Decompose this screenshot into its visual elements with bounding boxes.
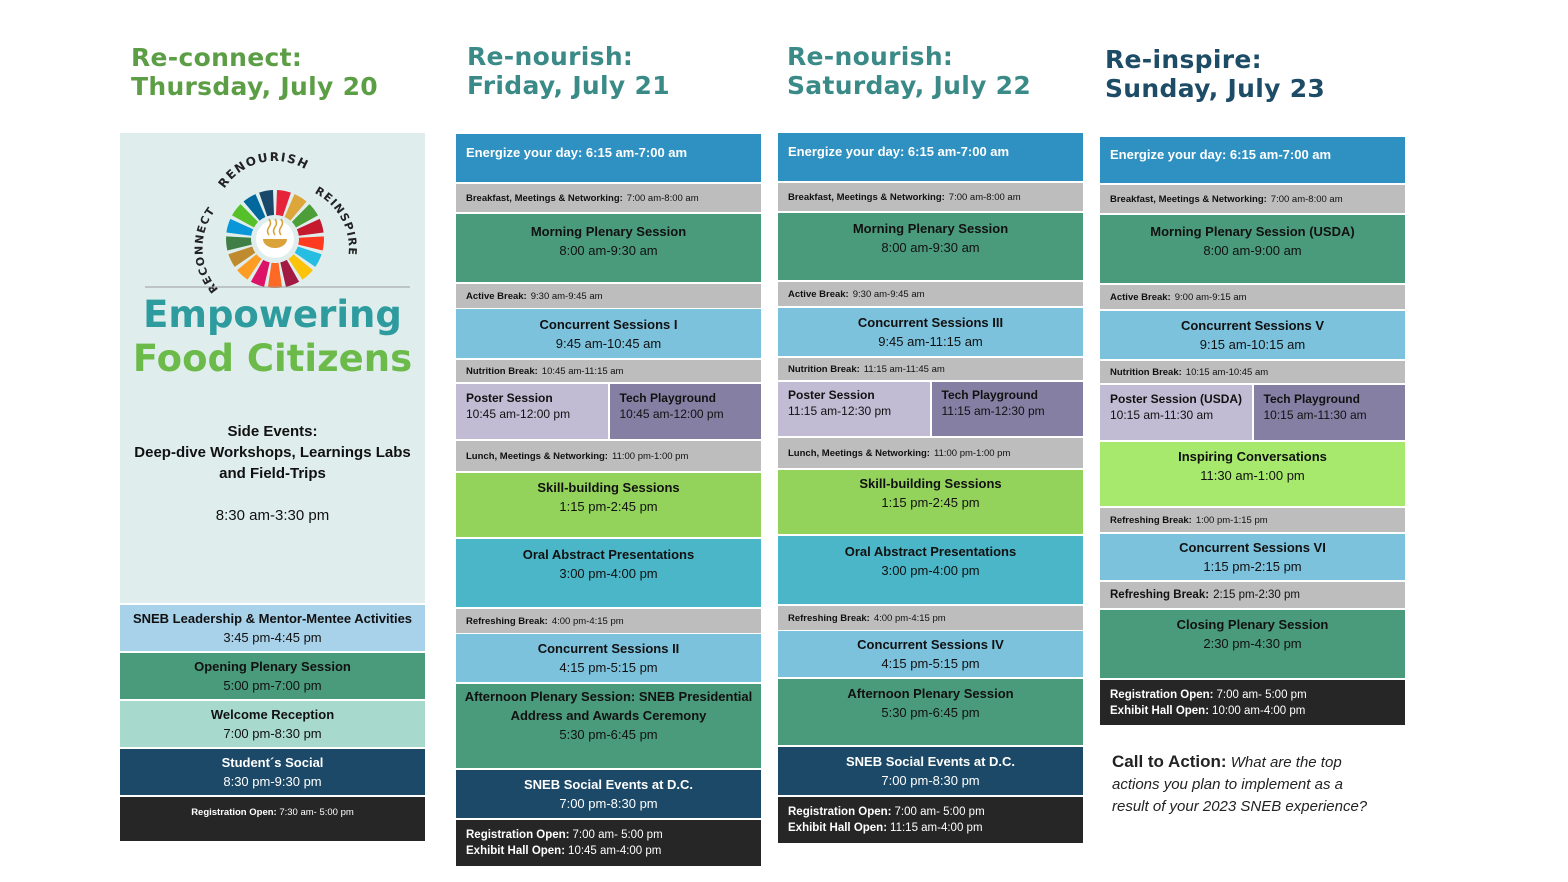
- opening-plenary-block: [120, 653, 425, 699]
- active-break-block: [1100, 285, 1405, 309]
- exhibit-label: Exhibit Hall Open:: [1110, 704, 1210, 717]
- block-title: Closing Plenary Session: [1176, 617, 1329, 632]
- day-header-sunday: [1105, 45, 1325, 103]
- tech-playground-block: [1254, 385, 1406, 440]
- block-title: SNEB Social Events at D.C.: [845, 754, 1016, 769]
- poster-session-block: [456, 384, 608, 439]
- block-title-line2: Address and Awards Ceremony: [510, 708, 707, 723]
- skill-building-block: [778, 470, 1083, 534]
- poster-session-block: [1100, 385, 1252, 440]
- hours-footer: [778, 797, 1083, 843]
- cta-title: Call to Action:: [1112, 752, 1227, 771]
- break-label: Lunch, Meetings & Networking:: [788, 447, 930, 459]
- break-time: 7:00 am-8:00 am: [626, 192, 699, 204]
- day-header-friday: [467, 42, 670, 100]
- break-label: Refreshing Break:: [1110, 514, 1192, 526]
- exhibit-label: Exhibit Hall Open:: [788, 822, 888, 834]
- break-label: Refreshing Break:: [466, 615, 548, 627]
- registration-time: 7:00 am- 5:00 pm: [572, 829, 663, 841]
- break-label: Refreshing Break:: [788, 612, 870, 624]
- block-title: Skill-building Sessions: [537, 480, 680, 495]
- morning-plenary-block: [778, 213, 1083, 280]
- block-time: 10:15 am-11:30 am: [1263, 408, 1367, 422]
- energize-text: Energize your day: 6:15 am-7:00 am: [466, 144, 688, 160]
- side-events-line2: and Field-Trips: [219, 465, 326, 482]
- breakfast-block: [456, 184, 761, 212]
- registration-label: Registration Open:: [1110, 688, 1214, 701]
- afternoon-plenary-block: [778, 679, 1083, 745]
- logo-panel: [120, 133, 425, 603]
- day-theme: Re-nourish:: [787, 42, 954, 71]
- break-time: 10:45 am-11:15 am: [541, 365, 624, 377]
- block-time: 2:30 pm-4:30 pm: [1203, 636, 1302, 651]
- block-title: SNEB Social Events at D.C.: [523, 777, 694, 792]
- refreshing-break-block: [778, 606, 1083, 630]
- oral-abstract-block: [778, 536, 1083, 604]
- side-events-line1: Deep-dive Workshops, Learnings Labs: [134, 444, 411, 461]
- block-title: Oral Abstract Presentations: [522, 547, 695, 562]
- block-title: Concurrent Sessions VI: [1179, 540, 1326, 555]
- break-time: 1:00 pm-1:15 pm: [1195, 514, 1268, 526]
- block-time: 8:00 am-9:00 am: [1203, 243, 1302, 258]
- day-theme: Re-inspire:: [1105, 45, 1262, 74]
- block-title: Tech Playground: [1263, 392, 1360, 406]
- cta-line3: result of your 2023 SNEB experience?: [1112, 798, 1368, 815]
- day-date: Friday, July 21: [467, 71, 670, 100]
- break-time: 9:30 am-9:45 am: [852, 288, 925, 300]
- call-to-action: [1112, 751, 1412, 818]
- oral-abstract-block: [456, 539, 761, 607]
- nutrition-break-block: [778, 358, 1083, 380]
- tech-playground-block: [610, 384, 762, 439]
- block-title: Poster Session (USDA): [1110, 392, 1243, 406]
- block-time: 8:00 am-9:30 am: [559, 243, 658, 258]
- block-title: Skill-building Sessions: [859, 476, 1002, 491]
- day-header-thursday: [131, 43, 378, 101]
- break-time: 11:00 pm-1:00 pm: [933, 447, 1011, 459]
- cta-line1: What are the top: [1230, 754, 1342, 771]
- block-title: Student´s Social: [221, 755, 324, 770]
- block-time: 3:00 pm-4:00 pm: [881, 563, 980, 578]
- block-title: Morning Plenary Session: [852, 221, 1009, 236]
- logo-title-line1: Empowering: [143, 293, 402, 336]
- social-events-block: [456, 770, 761, 818]
- block-title: Oral Abstract Presentations: [844, 544, 1017, 559]
- block-title-line1: Afternoon Plenary Session: SNEB Presidential: [464, 689, 753, 704]
- break-time: 9:30 am-9:45 am: [530, 290, 603, 302]
- block-time: 7:00 pm-8:30 pm: [559, 796, 658, 811]
- block-time: 9:15 am-10:15 am: [1199, 337, 1306, 352]
- block-title: Morning Plenary Session: [530, 224, 687, 239]
- break-label: Refreshing Break:: [1110, 588, 1210, 601]
- day-theme: Re-nourish:: [467, 42, 634, 71]
- block-title: SNEB Leadership & Mentor-Mentee Activities: [132, 611, 413, 626]
- day-date: Saturday, July 22: [787, 71, 1032, 100]
- registration-time: 7:00 am- 5:00 pm: [894, 806, 985, 818]
- break-time: 7:00 am-8:00 am: [948, 191, 1021, 203]
- logo-title-line2: Food Citizens: [132, 337, 413, 380]
- breakfast-block: [778, 183, 1083, 211]
- refreshing-break-block: [1100, 508, 1405, 532]
- friday-column: [456, 134, 761, 866]
- break-time: 9:00 am-9:15 am: [1174, 291, 1247, 303]
- day-date: Thursday, July 20: [131, 72, 378, 101]
- block-title: Tech Playground: [941, 388, 1038, 402]
- nutrition-break-block: [1100, 361, 1405, 383]
- block-time: 10:45 am-12:00 pm: [619, 407, 724, 421]
- registration-label: Registration Open:: [191, 807, 277, 818]
- break-label: Active Break:: [1110, 291, 1171, 303]
- block-time: 7:00 pm-8:30 pm: [881, 773, 980, 788]
- morning-plenary-block: [456, 214, 761, 282]
- energize-text: Energize your day: 6:15 am-7:00 am: [788, 143, 1010, 159]
- poster-tech-row: [456, 384, 761, 439]
- block-title: Concurrent Sessions IV: [857, 637, 1004, 652]
- registration-time: 7:00 am- 5:00 pm: [1216, 688, 1307, 701]
- break-label: Breakfast, Meetings & Networking:: [466, 192, 623, 204]
- side-events-title: Side Events:: [227, 423, 318, 440]
- lunch-block: [778, 438, 1083, 468]
- break-time: 4:00 pm-4:15 pm: [551, 615, 624, 627]
- block-time: 8:00 am-9:30 am: [881, 240, 980, 255]
- block-title: Welcome Reception: [210, 707, 335, 722]
- break-label: Lunch, Meetings & Networking:: [466, 450, 608, 462]
- block-time: 7:00 pm-8:30 pm: [223, 726, 322, 741]
- concurrent-sessions-5-block: [1100, 311, 1405, 359]
- registration-label: Registration Open:: [788, 806, 892, 818]
- block-title: Poster Session: [788, 388, 875, 402]
- day-date: Sunday, July 23: [1105, 74, 1326, 103]
- block-time: 4:15 pm-5:15 pm: [881, 656, 980, 671]
- block-time: 5:00 pm-7:00 pm: [223, 678, 322, 693]
- block-time: 8:30 pm-9:30 pm: [223, 774, 322, 789]
- block-time: 5:30 pm-6:45 pm: [559, 727, 658, 742]
- poster-session-block: [778, 382, 930, 436]
- refreshing-break-2-block: [1100, 582, 1405, 608]
- afternoon-plenary-block: [456, 684, 761, 768]
- break-time: 10:15 am-10:45 am: [1185, 366, 1269, 378]
- break-label: Breakfast, Meetings & Networking:: [1110, 193, 1267, 205]
- exhibit-time: 10:00 am-4:00 pm: [1212, 704, 1306, 717]
- side-events-time: 8:30 am-3:30 pm: [215, 507, 330, 524]
- concurrent-sessions-4-block: [778, 631, 1083, 677]
- break-time: 7:00 am-8:00 am: [1270, 193, 1343, 205]
- skill-building-block: [456, 473, 761, 537]
- exhibit-label: Exhibit Hall Open:: [466, 845, 566, 857]
- mentor-activities-block: [120, 605, 425, 651]
- sunday-column: [1100, 137, 1405, 725]
- energize-block: [456, 134, 761, 182]
- break-time: 2:15 pm-2:30 pm: [1213, 588, 1300, 601]
- lunch-block: [456, 441, 761, 471]
- block-time: 1:15 pm-2:45 pm: [559, 499, 658, 514]
- block-time: 5:30 pm-6:45 pm: [881, 705, 980, 720]
- cta-line2: actions you plan to implement as a: [1112, 776, 1343, 793]
- active-break-block: [456, 284, 761, 308]
- day-theme: Re-connect:: [131, 43, 303, 72]
- logo-arc-left: RECONNECT: [192, 204, 221, 296]
- block-title: Afternoon Plenary Session: [847, 686, 1014, 701]
- side-events: [120, 421, 425, 526]
- morning-plenary-block: [1100, 215, 1405, 283]
- break-time: 11:15 am-11:45 am: [863, 363, 945, 375]
- exhibit-time: 10:45 am-4:00 pm: [568, 845, 662, 857]
- wheel-segment: [268, 263, 282, 288]
- exhibit-time: 11:15 am-4:00 pm: [890, 822, 983, 834]
- svg-text:RECONNECT: [192, 204, 220, 295]
- day-header-saturday: [787, 42, 1031, 100]
- block-time: 11:15 am-12:30 pm: [941, 404, 1045, 418]
- block-time: 11:15 am-12:30 pm: [788, 404, 892, 418]
- block-title: Tech Playground: [619, 391, 716, 405]
- break-label: Nutrition Break:: [466, 365, 538, 377]
- block-time: 1:15 pm-2:15 pm: [1203, 559, 1302, 574]
- thursday-column: [120, 133, 425, 841]
- inspiring-conversations-block: [1100, 442, 1405, 506]
- block-title: Concurrent Sessions II: [537, 641, 680, 656]
- block-time: 9:45 am-10:45 am: [555, 335, 662, 351]
- block-time: 9:45 am-11:15 am: [878, 334, 983, 349]
- break-label: Active Break:: [466, 290, 527, 302]
- block-time: 3:45 pm-4:45 pm: [223, 630, 322, 645]
- break-time: 11:00 pm-1:00 pm: [611, 450, 689, 462]
- break-label: Breakfast, Meetings & Networking:: [788, 191, 945, 203]
- block-title: Poster Session: [466, 391, 553, 405]
- block-time: 11:30 am-1:00 pm: [1200, 468, 1305, 483]
- svg-text:RENOURISH: [215, 151, 311, 191]
- energize-text: Energize your day: 6:15 am-7:00 am: [1110, 146, 1332, 162]
- registration-label: Registration Open:: [466, 829, 570, 841]
- break-time: 4:00 pm-4:15 pm: [873, 612, 946, 624]
- block-time: 10:15 am-11:30 am: [1110, 408, 1214, 422]
- logo-arc-right: REINSPIRE: [312, 184, 359, 257]
- block-title: Concurrent Sessions I: [539, 316, 678, 332]
- concurrent-sessions-3-block: [778, 308, 1083, 356]
- poster-tech-row: [778, 382, 1083, 436]
- concurrent-sessions-1-block: [456, 309, 761, 358]
- block-title: Morning Plenary Session (USDA): [1150, 224, 1355, 239]
- registration-row: [191, 803, 354, 822]
- block-title: Inspiring Conversations: [1178, 449, 1327, 464]
- block-time: 4:15 pm-5:15 pm: [559, 660, 658, 675]
- registration-time: 7:30 am- 5:00 pm: [279, 807, 354, 818]
- energize-block: [778, 133, 1083, 181]
- tech-playground-block: [932, 382, 1084, 436]
- block-time: 1:15 pm-2:45 pm: [881, 495, 980, 510]
- block-title: Opening Plenary Session: [194, 659, 351, 674]
- concurrent-sessions-6-block: [1100, 534, 1405, 580]
- break-label: Active Break:: [788, 288, 849, 300]
- break-label: Nutrition Break:: [788, 363, 860, 375]
- student-social-block: [120, 749, 425, 795]
- nutrition-break-block: [456, 360, 761, 382]
- welcome-reception-block: [120, 701, 425, 747]
- block-time: 10:45 am-12:00 pm: [466, 407, 571, 421]
- breakfast-block: [1100, 185, 1405, 213]
- block-title: Concurrent Sessions III: [857, 315, 1004, 330]
- poster-tech-row: [1100, 385, 1405, 440]
- saturday-column: [778, 133, 1083, 843]
- hours-footer: [1100, 680, 1405, 725]
- concurrent-sessions-2-block: [456, 634, 761, 682]
- refreshing-break-block: [456, 609, 761, 633]
- block-title: Concurrent Sessions V: [1180, 318, 1325, 333]
- hours-footer: [456, 820, 761, 866]
- energize-block: [1100, 137, 1405, 183]
- logo-arc-top: RENOURISH: [215, 151, 312, 191]
- registration-block: [120, 797, 425, 841]
- break-label: Nutrition Break:: [1110, 366, 1182, 378]
- social-events-block: [778, 747, 1083, 795]
- active-break-block: [778, 282, 1083, 306]
- closing-plenary-block: [1100, 610, 1405, 678]
- block-time: 3:00 pm-4:00 pm: [559, 566, 658, 581]
